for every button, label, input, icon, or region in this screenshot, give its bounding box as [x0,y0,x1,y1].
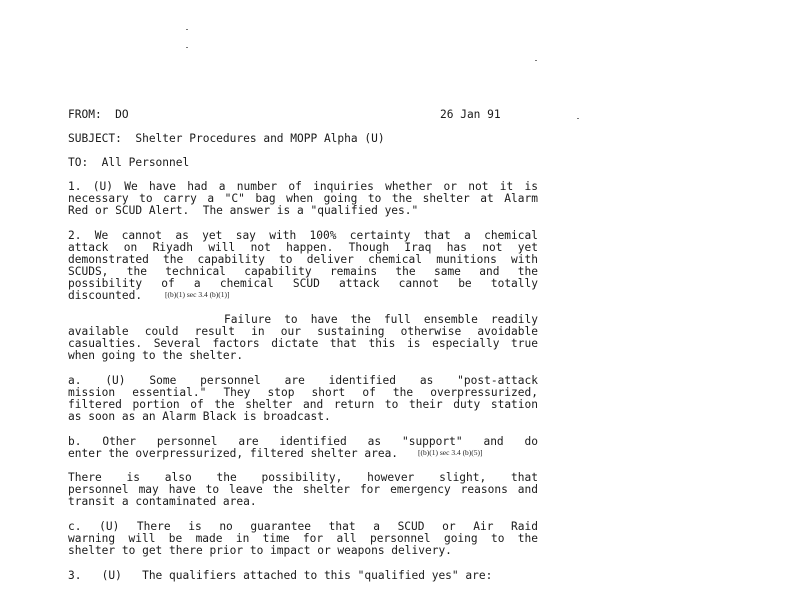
scan-speck [186,47,188,48]
paragraph-2-line: 2. We cannot as yet say with 100% certainty that a chemical [68,229,538,242]
paragraph-3-line: Failure to have the full ensemble readily [224,313,538,326]
paragraph-1-line: Red or SCUD Alert. The answer is a "qualified yes." [68,204,419,217]
paragraph-2-line: discounted. [68,289,143,302]
scan-speck [186,29,188,30]
paragraph-3-line: when going to the shelter. [68,349,244,362]
redaction-stamp: [(b)(1) sec 3.4 (b)(5)] [418,448,483,457]
paragraph-b2-line: There is also the possibility, however slight, that [68,471,538,484]
paragraph-2-line: possibility of a chemical SCUD attack cannot be totally [68,277,538,290]
paragraph-c-line: c. (U) There is no guarantee that a SCUD or Air Raid [68,520,538,533]
subject-line: SUBJECT: Shelter Procedures and MOPP Alpha (U) [68,132,385,145]
memo-date: 26 Jan 91 [440,108,501,121]
paragraph-c-line: warning will be made in time for all personnel going to the [68,532,538,545]
paragraph-b2-line: personnel may have to leave the shelter for emergency reasons and [68,483,538,496]
to-line: TO: All Personnel [68,156,190,169]
scan-speck [577,118,579,119]
paragraph-a-line: as soon as an Alarm Black is broadcast. [68,410,331,423]
paragraph-3-line: available could result in our sustaining otherwise avoidable [68,325,538,338]
paragraph-a-line: mission essential." They stop short of the overpressurized, [68,386,538,399]
paragraph-3-heading: 3. (U) The qualifiers attached to this "qualified yes" are: [68,569,493,582]
from-line: FROM: DO [68,108,129,121]
redaction-stamp: [(b)(1) sec 3.4 (b)(1)] [165,290,230,299]
paragraph-a-line: a. (U) Some personnel are identified as "post-attack [68,374,538,387]
paragraph-3-line: casualties. Several factors dictate that this is especially true [68,337,538,350]
paragraph-1-line: 1. (U) We have had a number of inquiries whether or not it is [68,180,538,193]
paragraph-b2-line: transit a contaminated area. [68,495,257,508]
paragraph-b-line: b. Other personnel are identified as "support" and do [68,435,538,448]
paragraph-2-line: SCUDS, the technical capability remains the same and the [68,265,538,278]
paragraph-2-line: attack on Riyadh will not happen. Though Iraq has not yet [68,241,538,254]
paragraph-a-line: filtered portion of the shelter and return to their duty station [68,398,538,411]
paragraph-c-line: shelter to get there prior to impact or weapons delivery. [68,544,452,557]
paragraph-2-line: demonstrated the capability to deliver chemical munitions with [68,253,538,266]
paragraph-b-line: enter the overpressurized, filtered shelter area. [68,447,399,460]
scan-speck [535,60,537,61]
paragraph-1-line: necessary to carry a "C" bag when going to the shelter at Alarm [68,192,538,205]
